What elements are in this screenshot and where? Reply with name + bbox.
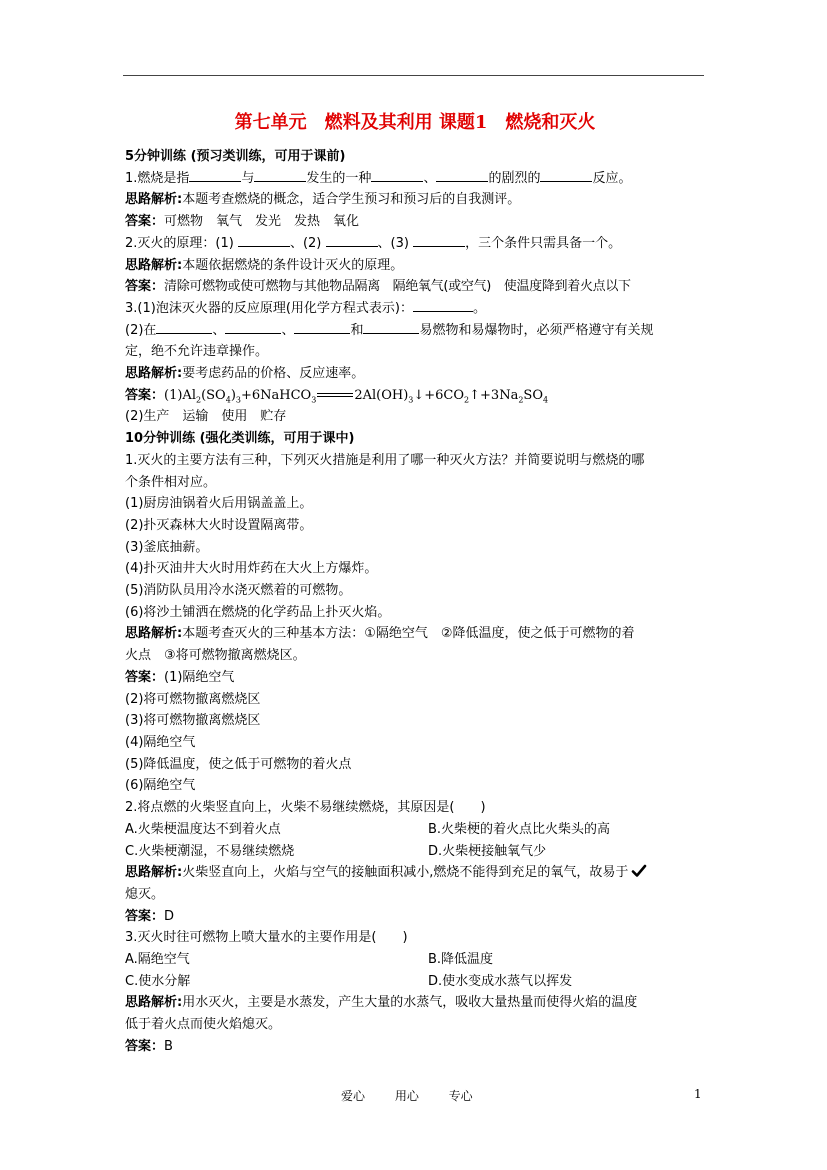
equals-sign [317,393,353,397]
section-heading: 10分钟训练 (强化类训练，可用于课中) [125,431,355,447]
question-1-1: 1.燃烧是指 与 发生的一种 、 的剧烈的 反应。 [125,170,632,186]
answer-blank [540,169,592,182]
section-heading: 5分钟训练 (预习类训练，可用于课前) [125,149,346,164]
answer-blank [371,169,423,182]
answer: 答案：(1)隔绝空气 [125,669,235,685]
answer-blank [436,169,488,182]
list-item: (4)隔绝空气 [125,734,196,750]
question-2-3: 3.灭火时往可燃物上喷大量水的主要作用是( ) [125,930,408,946]
answer-blank [238,234,290,247]
analysis: 思路解析:要考虑药品的价格、反应速率。 [125,366,365,382]
answer-blank [254,169,306,182]
analysis-cont: 低于着火点而使火焰熄灭。 [125,1017,282,1033]
option-a: A.隔绝空气 [125,952,190,968]
list-item: (2)扑灭森林大火时设置隔离带。 [125,517,313,533]
list-item: (6)将沙土铺洒在燃烧的化学药品上扑灭火焰。 [125,604,391,620]
question-1-3: 3.(1)泡沫灭火器的反应原理(用化学方程式表示)： 。 [125,300,486,316]
footer-motto: 爱心 用心 专心 [341,1089,473,1103]
answer-blank [225,321,281,334]
list-item: (4)扑灭油井大火时用炸药在大火上方爆炸。 [125,561,378,577]
option-c: C.火柴梗潮湿，不易继续燃烧 [125,843,295,859]
list-item: (5)消防队员用冷水浇灭燃着的可燃物。 [125,583,352,599]
answer-blank [294,321,350,334]
analysis: 思路解析:本题考查燃烧的概念，适合学生预习和预习后的自我测评。 [125,192,521,208]
answer: 答案：D [125,908,175,924]
header-rule [123,75,704,76]
option-a: A.火柴梗温度达不到着火点 [125,821,281,837]
list-item: (5)降低温度，使之低于可燃物的着火点 [125,756,352,772]
check-icon [631,863,647,879]
analysis-cont: 火点 ③将可燃物撤离燃烧区。 [125,648,306,664]
answer-blank [413,234,465,247]
list-item: (2)将可燃物撤离燃烧区 [125,691,261,707]
question-1-3-2-cont: 定，绝不允许违章操作。 [125,344,269,360]
analysis: 思路解析:用水灭火，主要是水蒸发，产生大量的水蒸气，吸收大量热量而使得火焰的温度 [125,995,638,1011]
chemical-equation: $(1)Al_2(SO_4)_3+6NaHCO_3$ $2Al(OH)_3↓+6CO_2↑+3Na_2SO_4$ [164,387,549,405]
options-row [125,971,705,993]
answer: 答案：清除可燃物或使可燃物与其他物品隔离 隔绝氧气(或空气) 使温度降到着火点以下 [125,279,631,295]
analysis: 思路解析:本题依据燃烧的条件设计灭火的原理。 [125,257,404,273]
options-row [125,949,705,971]
question-1-2: 2.灭火的原理：(1) 、(2) 、(3) ，三个条件只需具备一个。 [125,235,622,251]
question-2-1: 1.灭火的主要方法有三种，下列灭火措施是利用了哪一种灭火方法？并简要说明与燃烧的哪 [125,452,645,468]
answer-equation: 答案：$(1)Al_2(SO_4)_3+6NaHCO_3$ $2Al(OH)_3↓+6CO_2↑+3Na_2SO_4$ [125,387,549,405]
analysis-cont: 熄灭。 [125,886,165,902]
answer: 答案：B [125,1038,173,1054]
answer-blank [413,299,473,312]
options-row [125,841,705,863]
answer-blank [189,169,241,182]
list-item: (6)隔绝空气 [125,778,196,794]
option-b: B.火柴梗的着火点比火柴头的高 [428,821,611,837]
answer: 答案：可燃物 氧气 发光 发热 氧化 [125,214,360,230]
answer-blank [363,321,419,334]
option-c: C.使水分解 [125,973,191,989]
analysis: 思路解析:火柴竖直向上，火焰与空气的接触面积减小,燃烧不能得到充足的氧气，故易于 [125,862,705,884]
document-body [125,110,705,1058]
list-item: (3)将可燃物撤离燃烧区 [125,713,261,729]
question-2-1-cont: 个条件相对应。 [125,474,217,490]
list-item: (3)釜底抽薪。 [125,539,209,555]
option-d: D.使水变成水蒸气以挥发 [428,973,573,989]
option-b: B.降低温度 [428,952,494,968]
options-row [125,819,705,841]
answer-blank [156,321,212,334]
list-item: (1)厨房油锅着火后用锅盖盖上。 [125,496,313,512]
option-d: D.火柴梗接触氧气少 [428,843,547,859]
analysis: 思路解析:本题考查灭火的三种基本方法：①隔绝空气 ②降低温度，使之低于可燃物的着 [125,626,635,642]
answer-blank [326,234,378,247]
question-1-3-2: (2)在 、 、 和 易燃物和易爆物时，必须严格遵守有关规 [125,322,654,338]
question-2-2: 2.将点燃的火柴竖直向上，火柴不易继续燃烧，其原因是( ) [125,800,486,816]
page-number: 1 [694,1087,702,1101]
page-title: 第七单元 燃料及其利用 课题1 燃烧和灭火 [234,112,596,133]
answer: (2)生产 运输 使用 贮存 [125,409,287,425]
